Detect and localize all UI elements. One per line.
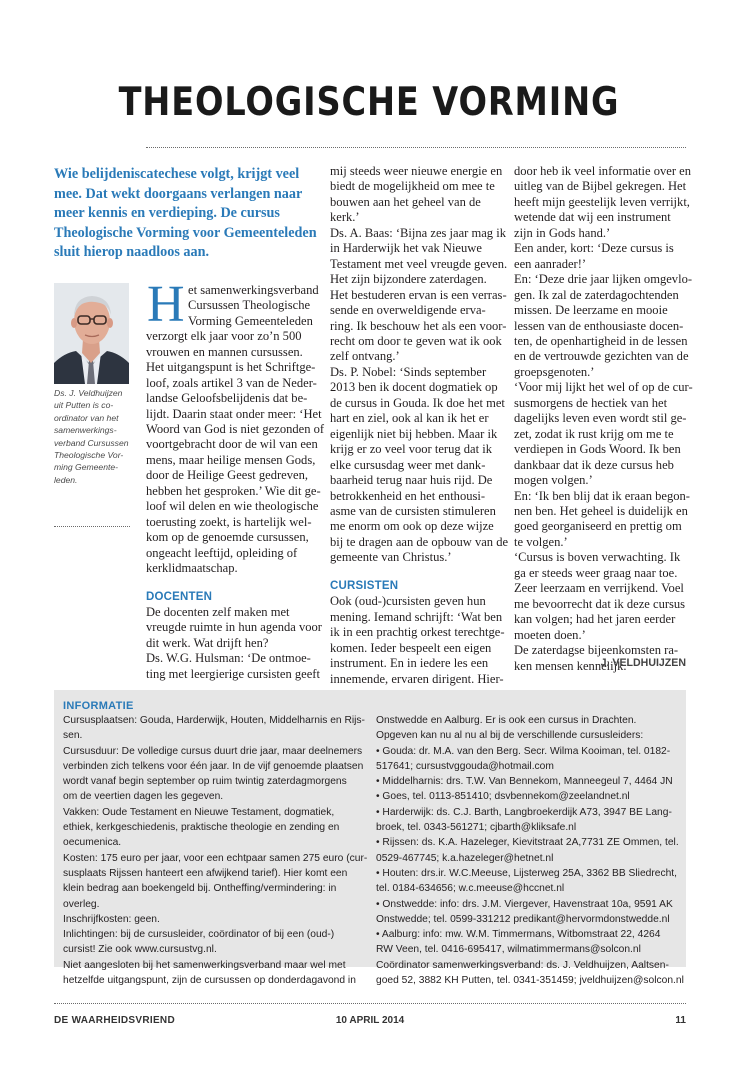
text-line: Ook (oud-)cursisten geven hun — [330, 594, 486, 609]
info-line: sen. — [63, 730, 83, 742]
info-line: om de veertien dagen les gegeven. — [63, 791, 224, 803]
caption-line: uit Putten is co- — [54, 400, 114, 411]
text-line: Cursussen Theologische — [188, 298, 311, 313]
info-line: Onstwedde en Aalburg. Er is ook een cursus in Drachten. — [376, 715, 637, 726]
text-line: Ds. P. Nobel: ‘Sinds september — [330, 364, 487, 379]
text-line: ken mensen kennelijk. — [514, 658, 627, 673]
caption-line: ming Gemeente- — [54, 462, 119, 473]
info-right-column — [376, 713, 682, 988]
text-line: een aanrader!’ — [514, 256, 587, 271]
caption-divider — [54, 526, 130, 527]
article-column-3 — [514, 164, 693, 674]
text-line: 2013 ben ik docent dogmatiek op — [330, 380, 498, 395]
text-line: door de Heilige Geest gedreven, — [146, 468, 309, 483]
text-line: Het bestuderen ervan is een verras- — [330, 287, 507, 302]
text-line: susmorgens de hectiek van het — [514, 395, 668, 410]
text-line: betrokkenheid en het enthousi- — [330, 488, 486, 503]
text-line: dagelijks leven even wordt stil ge- — [514, 411, 687, 426]
info-line: susplaats Rijssen hanteert een afwijkend tarief). Hier komt een — [63, 867, 348, 879]
info-line: klein bedrag aan boekengeld bij. Ontheffing/vermindering: in — [63, 883, 337, 895]
text-line: hebben het gesproken.’ Wie dit ge- — [146, 483, 321, 498]
text-line: vrouwen en mannen cursussen. — [146, 344, 303, 359]
info-line: overleg. — [63, 898, 100, 910]
text-line: elke cursusdag weer met dank- — [330, 457, 486, 472]
text-line: dit werk. Wat drijft hen? — [146, 635, 269, 650]
text-line: recht om door te geven wat ik ook — [330, 333, 502, 348]
text-line: innemende, ervaren dirigent. Hier- — [330, 671, 504, 686]
text-line: asme van de cursisten stimuleren — [330, 503, 496, 518]
text-line: En: ‘Deze drie jaar lijken omgevlo- — [514, 272, 693, 287]
text-line: Zeer leerzaam en verrijkend. Voel — [514, 581, 684, 596]
info-line: hetzelfde uitgangspunt, zijn de cursussen op donderdagavond in — [63, 975, 356, 987]
text-line: mening. Iemand schrijft: ‘Wat ben — [330, 609, 503, 624]
info-line: tel. 0184-634656; w.c.meeuse@hccnet.nl — [376, 883, 565, 895]
text-line: ting met leergierige cursisten geeft — [146, 666, 320, 681]
caption-line: leden. — [54, 474, 78, 485]
page-number: 11 — [675, 1015, 686, 1026]
text-line: ten, de openhartigheid in de lessen — [514, 333, 688, 348]
text-line: door heb ik veel informatie over en — [514, 164, 691, 178]
info-line: • Goes, tel. 0113-851410; dsvbennekom@zeelandnet.nl — [376, 791, 630, 803]
text-line: bouwen aan het geheel van de — [330, 194, 481, 209]
text-line: loof wil delen en wie theologische — [146, 499, 319, 514]
text-line: me enorm om ook op deze wijze — [330, 519, 494, 534]
lede-paragraph: Wie belijdeniscatechese volgt, krijgt veel mee. Dat wekt doorgaans verlangen naar meer kennis en verdieping. De cursus Theologische Vorming voor Gemeenteleden sluit hierop naadloos aan. — [54, 166, 317, 261]
info-line: • Gouda: dr. M.A. van den Berg. Secr. Wilma Kooiman, tel. 0182- — [376, 745, 671, 757]
info-line: RW Veen, tel. 0416-695417, wilmatimmermans@solcon.nl — [376, 944, 641, 956]
text-line: ongeacht leeftijd, opleiding of — [146, 545, 298, 560]
title-divider — [146, 147, 686, 148]
info-line: Coördinator samenwerkingsverband: ds. J. Veldhuijzen, Aaltsen- — [376, 959, 669, 971]
text-line: kom op de genoemde cursussen, — [146, 530, 309, 545]
text-line: Het zijn bijzondere zaterdagen. — [330, 272, 487, 287]
text-line: voortgebracht door de wil van een — [146, 437, 318, 452]
author-byline: J. VELDHUIJZEN — [600, 657, 686, 669]
info-line: Cursusduur: De volledige cursus duurt drie jaar, maar deelnemers — [63, 745, 363, 757]
text-line: mens, maar heilige mensen Gods, — [146, 452, 316, 467]
footer-magazine-name: DE WAARHEIDSVRIEND — [54, 1015, 175, 1026]
info-line: broek, tel. 0343-561271; cjbarth@kliksafe.nl — [376, 822, 577, 834]
info-line: ethiek, kerkgeschiedenis, praktische theologie en zending en — [63, 822, 340, 834]
info-line: • Onstwedde: info: drs. J.M. Viergever, Havenstraat 10a, 9591 AK — [376, 898, 673, 910]
text-line: zelf ontvang.’ — [330, 349, 400, 364]
info-line: Inlichtingen: bij de cursusleider, coördinator of bij een (oud-) — [63, 929, 335, 941]
info-line: Vakken: Oude Testament en Nieuwe Testament, dogmatiek, — [63, 806, 335, 818]
text-line: De docenten zelf maken met — [146, 605, 290, 619]
info-line: Inschrijfkosten: geen. — [63, 913, 160, 925]
text-line: dankbaar dat ik deze cursus heb — [514, 457, 674, 472]
info-line: • Middelharnis: drs. T.W. Van Bennekom, Manneegeul 7, 4464 JN — [376, 776, 673, 788]
section-heading-cursisten: CURSISTEN — [330, 579, 399, 592]
text-line: ‘Voor mij lijkt het wel of op de cur- — [514, 380, 693, 395]
article-column-1-intro — [188, 283, 319, 329]
caption-line: Theologische Vor- — [54, 450, 124, 461]
text-line: Het uitgangspunt is het Schriftge- — [146, 360, 316, 375]
text-line: bij te dragen aan de opbouw van de — [330, 534, 509, 549]
info-line: 517641; cursustvggouda@hotmail.com — [376, 760, 554, 772]
text-line: uitleg van de Bijbel gekregen. Het — [514, 179, 687, 194]
text-line: verdiepen in Gods Woord. Ik ben — [514, 442, 681, 457]
text-line: mogen volgen.’ — [514, 473, 593, 488]
info-line: verbinden zich telkens voor één jaar. In de vijf genoemde plaatsen — [63, 760, 364, 772]
text-line: Testament met veel vreugde geven. — [330, 256, 508, 271]
info-line: • Houten: drs.ir. W.C.Meeuse, Lijsterweg 25A, 3362 BB Sliedrecht, — [376, 867, 677, 879]
text-line: heeft mijn geestelijk leven verrijkt, — [514, 194, 690, 209]
text-line: sende en overweldigende erva- — [330, 303, 486, 318]
text-line: me bevoorrecht dat ik deze cursus — [514, 596, 686, 611]
info-line: Opgeven kan nu al nu al bij de verschillende cursusleiders: — [376, 730, 644, 742]
text-line: zet, zodat ik rust krijg om me te — [514, 426, 674, 441]
text-line: ik in een prachtig orkest terechtge- — [330, 625, 505, 640]
photo-caption — [54, 387, 132, 486]
info-line: cursist! Zie ook www.cursustvg.nl. — [63, 944, 217, 956]
author-photo — [54, 283, 129, 384]
text-line: toerusting zoekt, is hartelijk wel- — [146, 514, 312, 529]
article-column-1 — [146, 329, 325, 682]
info-line: Onstwedde; tel. 0599-331212 predikant@hervormdonstwedde.nl — [376, 913, 670, 925]
text-line: en de vertrouwde gezichten van de — [514, 349, 689, 364]
text-line: te volgen.’ — [514, 534, 568, 549]
info-line: • Rijssen: ds. K.A. Hazeleger, Kievitstraat 2A,7731 ZE Ommen, tel. — [376, 837, 679, 849]
text-line: En: ‘Ik ben blij dat ik eraan begon- — [514, 488, 690, 503]
caption-line: verband Cursussen — [54, 437, 129, 448]
text-line: goed georganiseerd en prettig om — [514, 519, 682, 534]
info-line: 0529-467745; k.a.hazeleger@hetnet.nl — [376, 852, 554, 864]
text-line: kerklidmaatschap. — [146, 561, 238, 576]
info-heading: INFORMATIE — [63, 700, 134, 712]
text-line: Ds. A. Baas: ‘Bijna zes jaar mag ik — [330, 225, 506, 240]
caption-line: ordinator van het — [54, 412, 119, 423]
info-line: • Aalburg: info: mw. W.M. Timmermans, Witbomstraat 22, 4264 — [376, 929, 661, 941]
text-line: lessen van de enthousiaste docen- — [514, 318, 684, 333]
text-line: krijg er zo veel voor terug dat ik — [330, 442, 493, 457]
info-line: Cursusplaatsen: Gouda, Harderwijk, Houten, Middelharnis en Rijs- — [63, 715, 365, 726]
text-line: moeten doen.’ — [514, 627, 586, 642]
text-line: biedt de mogelijkheid om mee te — [330, 179, 495, 194]
footer-date: 10 APRIL 2014 — [335, 1015, 405, 1026]
text-line: Ds. W.G. Hulsman: ‘De ontmoe- — [146, 651, 311, 666]
text-line: Vorming Gemeenteleden — [188, 313, 313, 328]
text-line: ring. Ik beschouw het als een voor- — [330, 318, 507, 333]
text-line: vreugde ruimte in hun agenda voor — [146, 620, 322, 635]
info-line: goed 52, 3882 KH Putten, tel. 0341-351459; jveldhuijzen@solcon.nl — [376, 975, 684, 987]
text-line: Een ander, kort: ‘Deze cursus is — [514, 241, 674, 256]
info-line: Kosten: 175 euro per jaar, voor een echtpaar samen 275 euro (cur- — [63, 852, 368, 864]
text-line: De zaterdagse bijeenkomsten ra- — [514, 643, 679, 658]
text-line: komen. Ieder bespeelt een eigen — [330, 640, 492, 655]
text-line: Woord van God is niet gezonden of — [146, 422, 325, 437]
text-line: ‘Cursus is boven verwachting. Ik — [514, 550, 681, 565]
text-line: ga er steeds weer graag naar toe. — [514, 565, 678, 580]
text-line: de cursus in Gouda. Ik doe het met — [330, 395, 505, 410]
page-title: THEOLOGISCHE VORMING — [118, 80, 620, 125]
text-line: verzorgt elk jaar voor zo’n 500 — [146, 329, 302, 344]
text-line: in Harderwijk het vak Nieuwe — [330, 241, 482, 256]
info-line: wordt vanaf begin september op ruim twintig zaterdagmorgens — [63, 776, 347, 788]
text-line: landse Geloofsbelijdenis dat be- — [146, 391, 308, 406]
text-line: zijn in Gods hand.’ — [514, 225, 611, 240]
article-column-2 — [330, 164, 509, 687]
info-line: oecumenica. — [63, 837, 122, 849]
text-line: groepsgenoten.’ — [514, 364, 595, 379]
text-line: baarheid terug naar huis rijd. De — [330, 473, 493, 488]
text-line: kerk.’ — [330, 210, 360, 225]
caption-line: Ds. J. Veldhuijzen — [54, 388, 123, 398]
text-line: kan volgen; had het jaren eerder — [514, 612, 676, 627]
text-line: nen ben. Het geheel is duidelijk en — [514, 503, 688, 518]
text-line: wetende dat wij een instrument — [514, 210, 671, 225]
text-line: gemeente van Christus.’ — [330, 550, 452, 565]
text-line: instrument. En in iedere les een — [330, 656, 489, 671]
caption-line: samenwerkings- — [54, 425, 117, 436]
text-line: mij steeds weer nieuwe energie en — [330, 164, 503, 178]
text-line: hart en ziel, ook al kan ik het er — [330, 411, 489, 426]
info-left-column — [63, 713, 368, 988]
page-footer — [54, 1015, 686, 1031]
section-heading-docenten: DOCENTEN — [146, 590, 213, 603]
text-line: loof, zoals artikel 3 van de Neder- — [146, 375, 317, 390]
text-line: lijdt. Daarin staat onder meer: ‘Het — [146, 406, 322, 421]
text-line: missen. De leerzame en mooie — [514, 303, 668, 318]
text-line: eigenlijk niet bij hebben. Maar ik — [330, 426, 498, 441]
drop-cap: H — [147, 276, 185, 333]
footer-divider — [54, 1003, 686, 1004]
text-line: et samenwerkingsverband — [188, 283, 319, 297]
info-line: • Harderwijk: ds. C.J. Barth, Langbroekerdijk A73, 3947 BE Lang- — [376, 806, 672, 818]
portrait-illustration — [54, 283, 129, 384]
text-line: gen. Ik zal de zaterdagochtenden — [514, 287, 679, 302]
info-line: Niet aangesloten bij het samenwerkingsverband maar wel met — [63, 959, 346, 971]
